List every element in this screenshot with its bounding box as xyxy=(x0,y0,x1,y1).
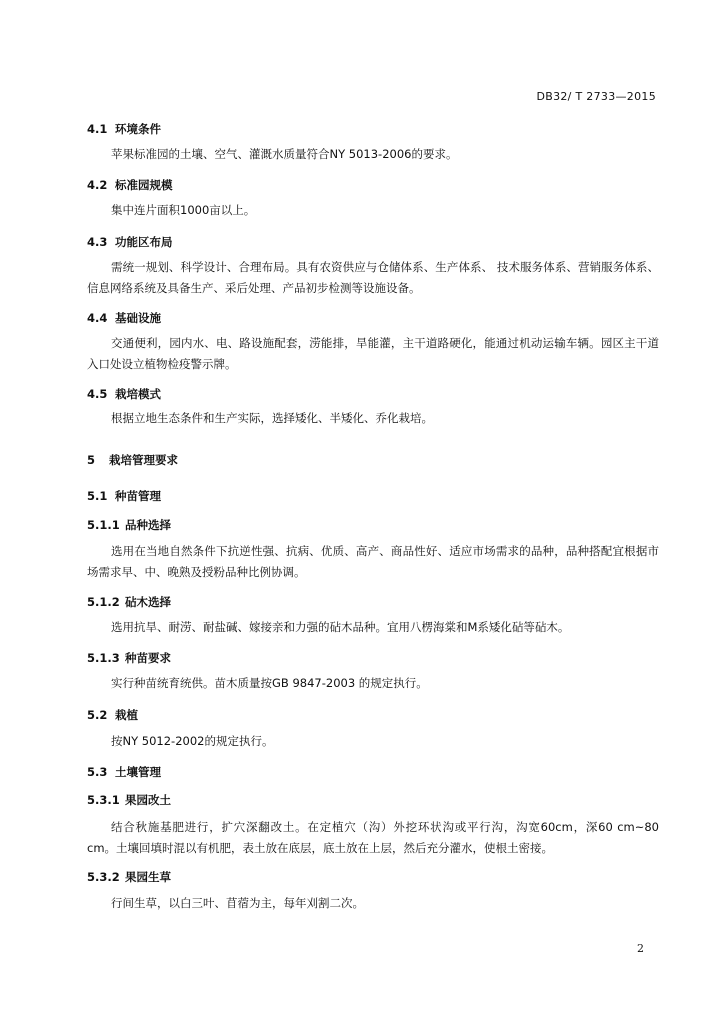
section-text-5-1-3: 实行种苗统育统供。苗木质量按GB 9847-2003 的规定执行。 xyxy=(111,676,428,690)
section-text-4-1: 苹果标准园的土壤、空气、灌溉水质量符合NY 5013-2006的要求。 xyxy=(111,147,458,161)
section-text-4-4: 交通便利，园内水、电、路设施配套，涝能排，旱能灌，主干道路硬化，能通过机动运输车辆。园区主干道入口处设立植物检疫警示牌。 xyxy=(87,336,659,371)
section-heading-5-2: 5.2 栽植 xyxy=(87,708,138,722)
section-heading-5-3-1: 5.3.1 果园改土 xyxy=(87,793,171,807)
section-text-5-2: 按NY 5012-2002的规定执行。 xyxy=(111,734,274,748)
section-text-4-2: 集中连片面积1000亩以上。 xyxy=(111,203,256,217)
section-text-4-5: 根据立地生态条件和生产实际，选择矮化、半矮化、乔化栽培。 xyxy=(111,411,433,425)
section-heading-4-3: 4.3 功能区布局 xyxy=(87,235,173,249)
section-heading-4-2: 4.2 标准园规模 xyxy=(87,178,173,192)
chapter-heading-5: 5 栽培管理要求 xyxy=(87,453,178,467)
section-heading-4-5: 4.5 栽培模式 xyxy=(87,387,161,401)
section-text-4-3: 需统一规划、科学设计、合理布局。具有农资供应与仓储体系、生产体系、 技术服务体系、营销服务体系、 信息网络系统及具备生产、采后处理、产品初步检测等设施设备。 xyxy=(87,260,659,295)
page-number: 2 xyxy=(637,942,644,955)
section-text-5-3-2: 行间生草，以白三叶、苜蓿为主，每年刈割二次。 xyxy=(111,896,364,910)
section-heading-5-1-2: 5.1.2 砧木选择 xyxy=(87,595,171,609)
section-text-5-1-2: 选用抗旱、耐涝、耐盐碱、嫁接亲和力强的砧木品种。宜用八楞海棠和M系矮化砧等砧木。 xyxy=(111,620,570,634)
section-heading-5-1-1: 5.1.1 品种选择 xyxy=(87,518,171,532)
document-code: DB32/ T 2733—2015 xyxy=(536,90,656,103)
section-heading-5-1: 5.1 种苗管理 xyxy=(87,489,161,503)
section-heading-5-3-2: 5.3.2 果园生草 xyxy=(87,870,171,884)
section-text-5-3-1: 结合秋施基肥进行，扩穴深翻改土。在定植穴（沟）外挖环状沟或平行沟，沟宽60cm，深60 cm~80 cm。土壤回填时混以有机肥，表土放在底层，底土放在上层，然后充分灌水，使根土密接。 xyxy=(87,820,659,855)
section-heading-4-4: 4.4 基础设施 xyxy=(87,311,161,325)
section-heading-5-1-3: 5.1.3 种苗要求 xyxy=(87,651,171,665)
section-heading-4-1: 4.1 环境条件 xyxy=(87,122,161,136)
section-text-5-1-1: 选用在当地自然条件下抗逆性强、抗病、优质、高产、商品性好、适应市场需求的品种，品种搭配宜根据市场需求早、中、晚熟及授粉品种比例协调。 xyxy=(87,544,659,579)
section-heading-5-3: 5.3 土壤管理 xyxy=(87,765,161,779)
